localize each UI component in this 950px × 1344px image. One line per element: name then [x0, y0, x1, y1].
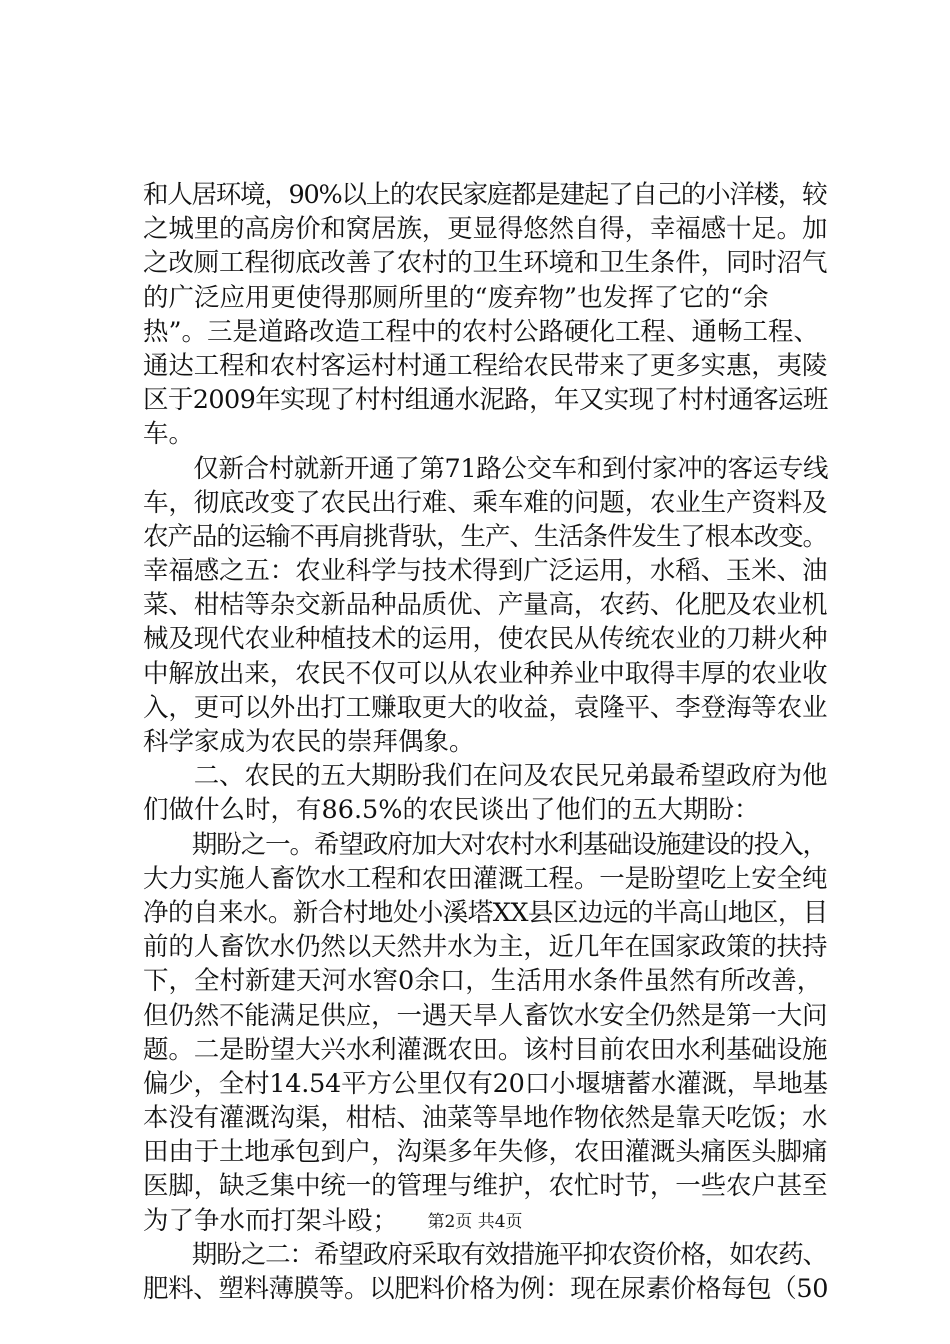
text-line: 之改厕工程彻底改善了农村的卫生环境和卫生条件，同时沼气 [143, 248, 828, 279]
text-line: 但仍然不能满足供应，一遇天旱人畜饮水安全仍然是第一大问 [143, 1000, 828, 1031]
text-line: 题。二是盼望大兴水利灌溉农田。该村目前农田水利基础设施 [143, 1034, 828, 1065]
text-line: 科学家成为农民的崇拜偶象。 [143, 727, 475, 757]
text-line: 通达工程和农村客运村村通工程给农民带来了更多实惠，夷陵 [143, 350, 828, 381]
text-line: 本没有灌溉沟渠，柑桔、油菜等旱地作物依然是靠天吃饭；水 [143, 1103, 828, 1134]
text-line: 仅新合村就新开通了第71路公交车和到付家冲的客运专线 [143, 453, 829, 484]
text-line: 二、农民的五大期盼我们在问及农民兄弟最希望政府为他 [143, 761, 828, 792]
text-line: 入，更可以外出打工赚取更大的收益，袁隆平、李登海等农业 [143, 692, 828, 723]
text-line: 医脚，缺乏集中统一的管理与维护，农忙时节，一些农户甚至 [143, 1171, 828, 1202]
text-line: 农产品的运输不再肩挑背驮，生产、生活条件发生了根本改变。 [143, 521, 827, 552]
text-line: 偏少，全村14.54平方公里仅有20口小堰塘蓄水灌溉，旱地基 [143, 1068, 828, 1099]
text-line: 肥料、塑料薄膜等。以肥料价格为例：现在尿素价格每包（50 [143, 1274, 829, 1304]
page-footer: 第2页 共4页 [427, 1212, 523, 1232]
text-line: 期盼之一。希望政府加大对农村水利基础设施建设的投入， [143, 829, 827, 860]
text-line: 车，彻底改变了农民出行难、乘车难的问题，农业生产资料及 [143, 487, 828, 518]
body-text [143, 178, 828, 1306]
text-line: 菜、柑桔等杂交新品种品质优、产量高，农药、化肥及农业机 [143, 590, 828, 621]
text-line: 为了争水而打架斗殴； [143, 1205, 399, 1236]
text-line: 田由于土地承包到户，沟渠多年失修，农田灌溉头痛医头脚痛 [143, 1137, 828, 1168]
text-line: 之城里的高房价和窝居族，更显得悠然自得，幸福感十足。加 [143, 214, 828, 245]
text-line: 车。 [143, 419, 195, 450]
text-line: 的广泛应用更使得那厕所里的“废弃物”也发挥了它的“余 [143, 282, 769, 313]
text-line: 械及现代农业种植技术的运用，使农民从传统农业的刀耕火种 [143, 624, 828, 655]
text-line: 区于2009年实现了村村组通水泥路，年又实现了村村通客运班 [143, 385, 828, 416]
text-line: 热”。三是道路改造工程中的农村公路硬化工程、通畅工程、 [143, 316, 820, 347]
text-line: 中解放出来，农民不仅可以从农业种养业中取得丰厚的农业收 [143, 658, 828, 689]
text-line: 大力实施人畜饮水工程和农田灌溉工程。一是盼望吃上安全纯 [143, 863, 828, 894]
text-line: 们做什么时，有86.5%的农民谈出了他们的五大期盼： [143, 795, 760, 826]
text-line: 幸福感之五：农业科学与技术得到广泛运用，水稻、玉米、油 [143, 556, 828, 587]
text-line: 期盼之二：希望政府采取有效措施平抑农资价格，如农药、 [143, 1239, 827, 1270]
text-line: 和人居环境，90%以上的农民家庭都是建起了自己的小洋楼，较 [143, 180, 827, 210]
text-line: 下，全村新建天河水窖0余口，生活用水条件虽然有所改善， [143, 966, 823, 997]
text-line: 前的人畜饮水仍然以天然井水为主，近几年在国家政策的扶持 [143, 932, 828, 963]
text-line: 净的自来水。新合村地处小溪塔XX县区边远的半高山地区，目 [143, 897, 828, 928]
